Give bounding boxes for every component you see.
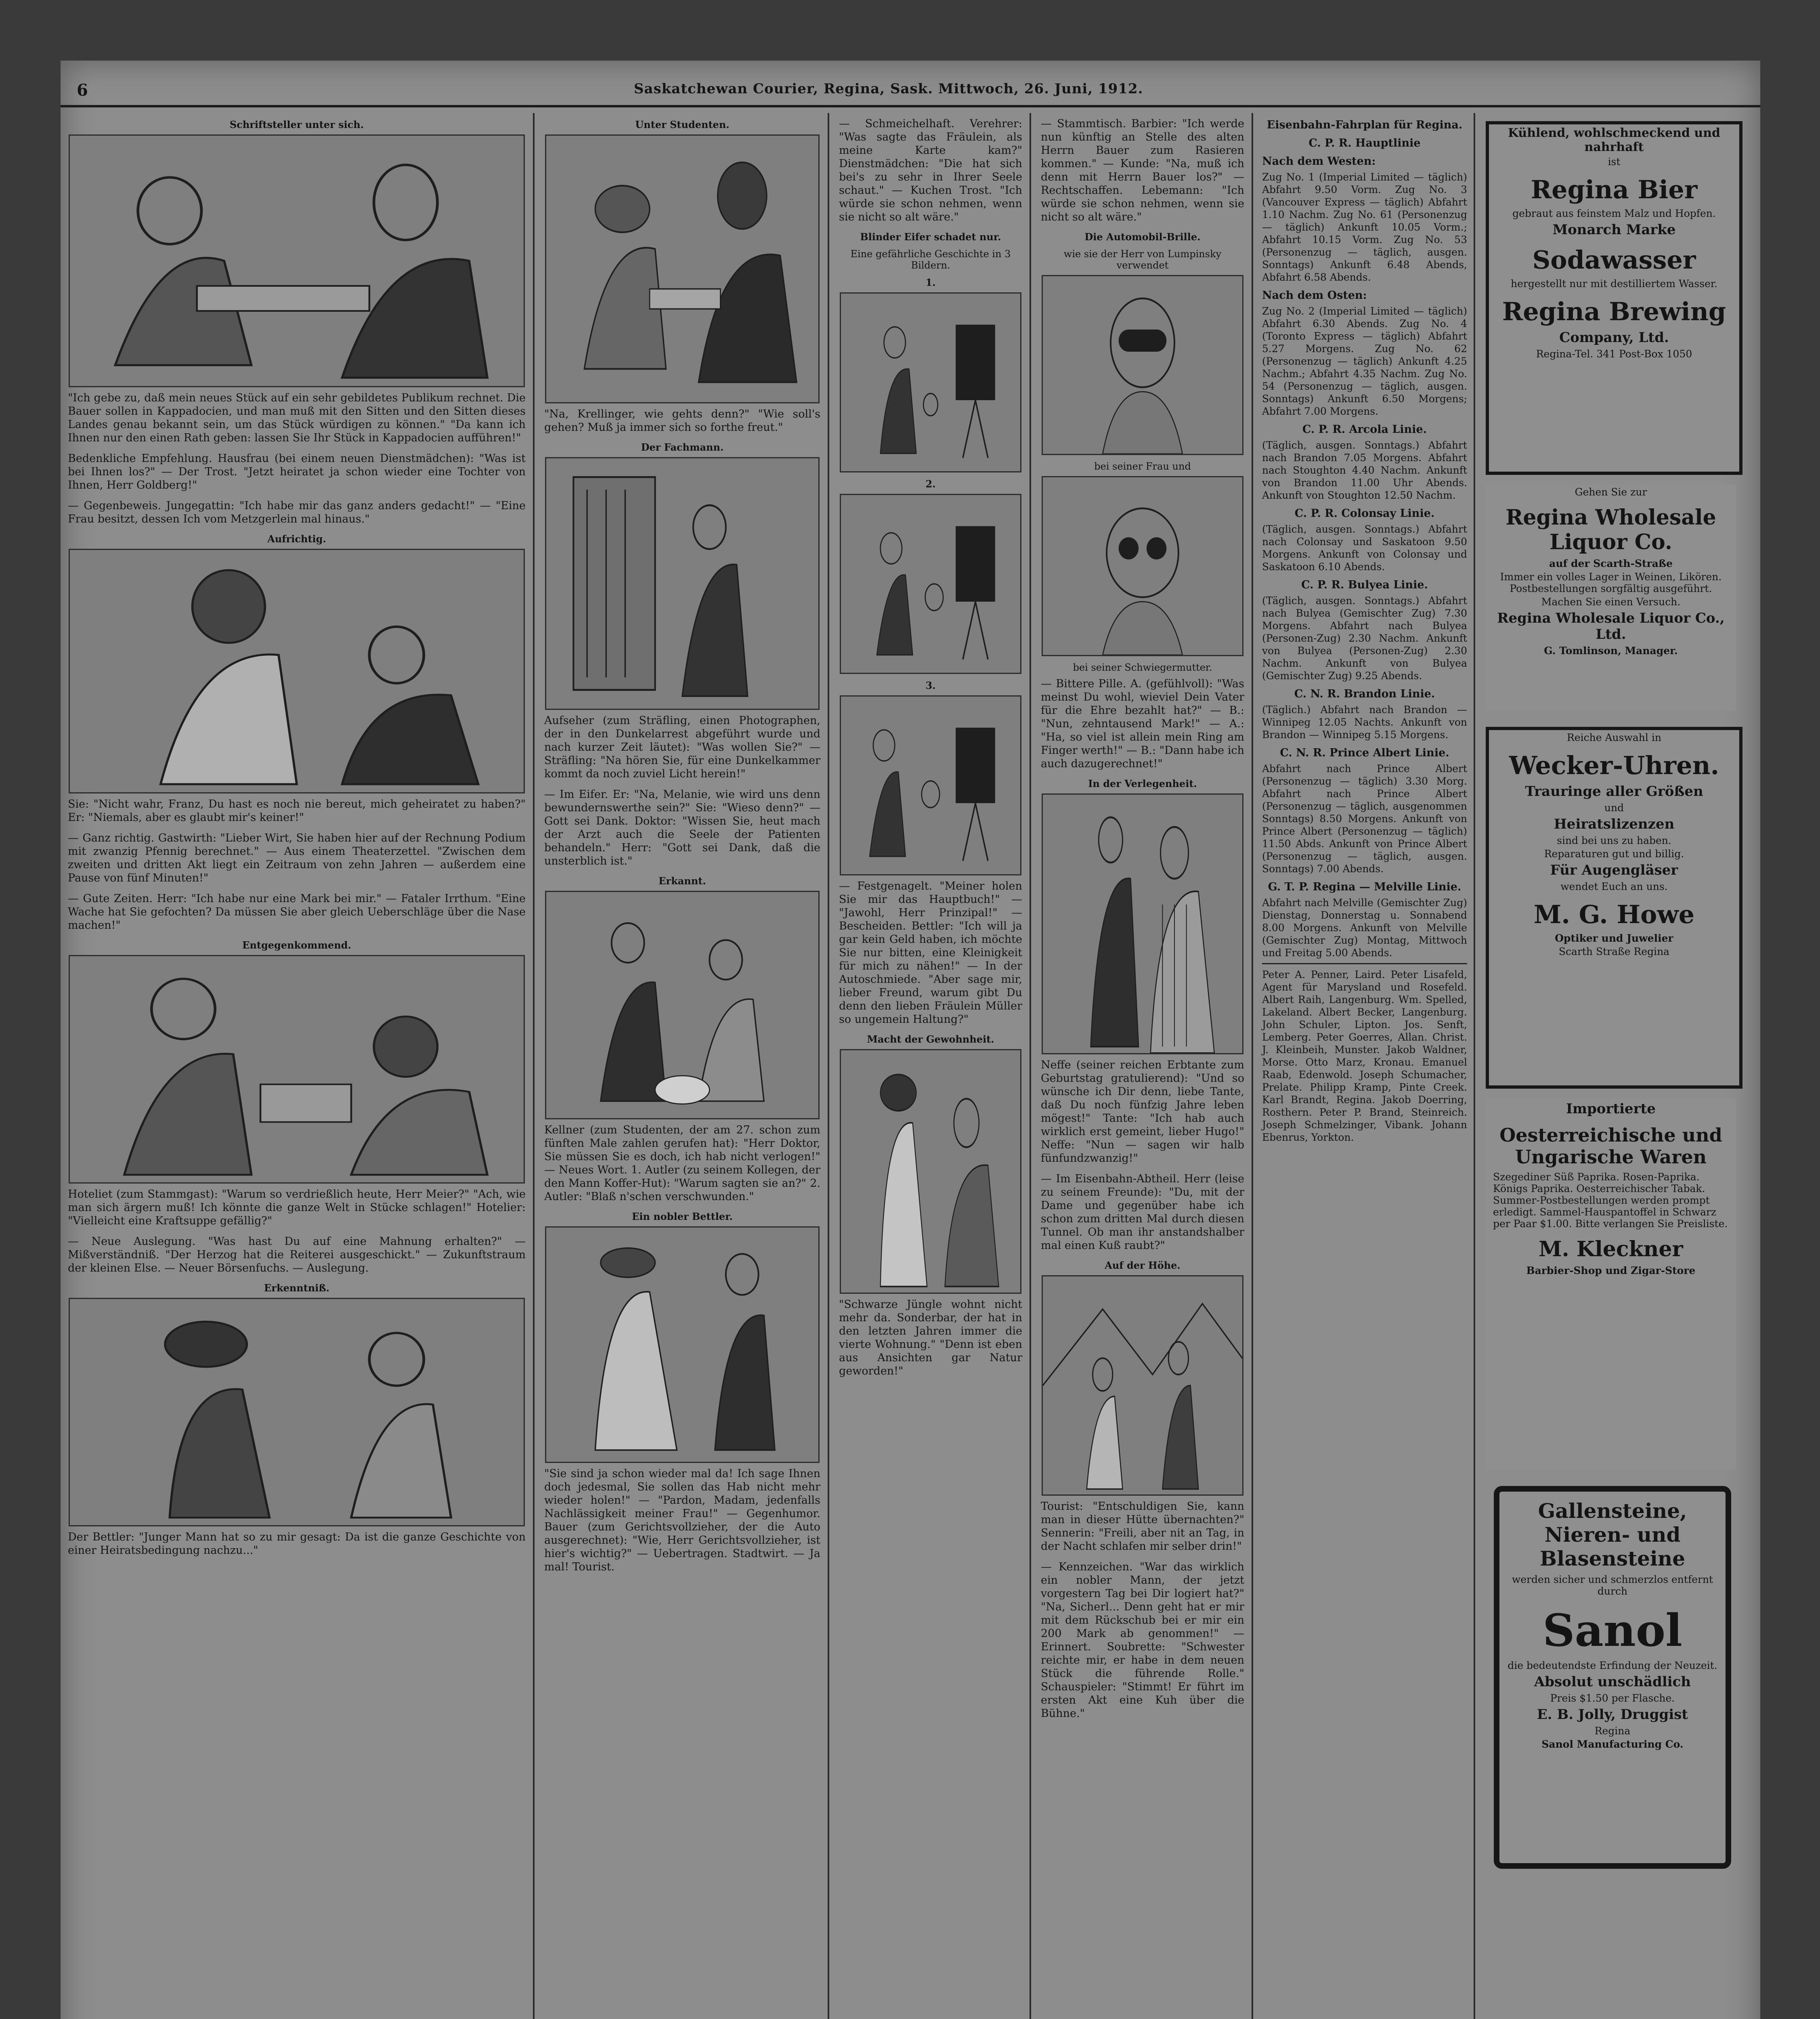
- cartoon-title: Erkenntniß.: [264, 1282, 329, 1294]
- cartoon-caption: "Na, Krellinger, wie gehts denn?" "Wie soll's gehen? Muß ja immer sich so forthe freut.": [544, 408, 820, 434]
- ad-text: Szegediner Süß Paprika. Rosen-Paprika. Königs Paprika. Oesterreichischer Tabak. Summer-Postbestellungen werden prompt erledigt. Sammel-Hauspantoffel in Schwarz per Paar $1.00. Bitte verlangen Sie Preisliste.: [1493, 1171, 1728, 1230]
- ad-headline: M. Kleckner: [1539, 1237, 1683, 1261]
- ad-text: Reparaturen gut und billig.: [1544, 848, 1684, 860]
- ad-headline: Oesterreichische und Ungarische Waren: [1499, 1124, 1722, 1168]
- page-header: [61, 61, 1760, 107]
- ad-text: wendet Euch an uns.: [1560, 881, 1668, 892]
- joke-text: — Ganz richtig. Gastwirth: "Lieber Wirt, Sie haben hier auf der Rechnung Podium mit zwanzig Pfennig berechnet." — Aus einem Theaterzettel. "Zwischen dem zweiten und dritten Akt liegt ein Zeitraum von zehn Jahren — außerdem eine Pause von fünf Minuten!": [68, 832, 526, 884]
- page-number: 6: [77, 81, 88, 100]
- cartoon-illustration: [545, 134, 820, 403]
- ad-text: die bedeutendste Erfindung der Neuzeit.: [1508, 1660, 1717, 1671]
- ad-headline: Regina Brewing: [1502, 297, 1726, 326]
- schedule-text: Zug No. 1 (Imperial Limited — täglich) Abfahrt 9.50 Vorm. Zug No. 3 (Vancouver Express — täglich) Abfahrt 1.10 Nachm. Zug No. 61 (Personenzug — täglich) Ankunft 10.05 Vorm.; Abfahrt 10.15 Vorm. Zug No. 53 (Personenzug — täglich, ausgen. Sonntags) Ankunft 6.48 Abends, Abfahrt 6.58 Abends.: [1262, 171, 1467, 283]
- ad-text: Machen Sie einen Versuch.: [1541, 596, 1681, 608]
- cartoon-illustration: [69, 955, 525, 1184]
- joke-text: — Festgenagelt. "Meiner holen Sie mir das Hauptbuch!" — "Jawohl, Herr Prinzipal!" — Bescheiden. Bettler: "Ich will ja gar kein Geld haben, ich möchte Sie nur bitten, eine Kleinigkeit für mich zu nähen!" — In der Autoschmiede. "Aber sage mir, lieber Freund, warum gibt Du denn den lieben Fräulein Müller so ungemein Haltung?": [839, 880, 1022, 1026]
- joke-text: — Stammtisch. Barbier: "Ich werde nun künftig an Stelle des alten Herrn Bauer zum Rasieren kommen." — Kunde: "Na, muß ich denn mit Herrn Bauer los?" — Rechtschaffen. Lebemann: "Ich würde sie schon nehmen, wenn sie nicht so alt wäre.": [1041, 118, 1244, 223]
- cartoon-illustration: [545, 457, 820, 710]
- cartoon-title: Schriftsteller unter sich.: [229, 119, 364, 130]
- ad-text: Gehen Sie zur: [1575, 486, 1647, 498]
- railway-line-heading: C. P. R. Hauptlinie: [1308, 137, 1421, 149]
- railway-line-heading: C. P. R. Arcola Linie.: [1302, 423, 1427, 436]
- schedule-text: (Täglich.) Abfahrt nach Brandon — Winnipeg 12.05 Nachts. Ankunft von Brandon — Winnipeg 5.15 Morgens.: [1262, 704, 1467, 741]
- railway-line-heading: G. T. P. Regina — Melville Linie.: [1268, 881, 1461, 893]
- cartoon-caption: "Ich gebe zu, daß mein neues Stück auf ein sehr gebildetes Publikum rechnet. Die Bauer sollen in Kappadocien, und man muß mit den Sitten und den Sitten dieses Landes genau bekannt sein, um das Stück würdigen zu können." "Da kann ich Ihnen nur den einen Rath geben: lassen Sie Ihr Stück in Kappadocien aufführen!": [68, 392, 526, 444]
- cartoon-title: Blinder Eifer schadet nur.: [860, 231, 1001, 243]
- cartoon-caption: Hoteliet (zum Stammgast): "Warum so verdrießlich heute, Herr Meier?" "Ach, wie man sich ärgern muß! Ich könnte die ganze Welt in Stücke schlagen!" Hotelier: "Vielleicht eine Kraftsuppe gefällig?": [68, 1188, 526, 1227]
- column-2: [537, 113, 829, 2019]
- cartoon-illustration: [840, 292, 1021, 472]
- cartoon-title: Unter Studenten.: [635, 119, 730, 130]
- ad-text: gebraut aus feinstem Malz und Hopfen.: [1512, 208, 1716, 219]
- ad-text: Barbier-Shop und Zigar-Store: [1526, 1265, 1696, 1276]
- ad-headline: Sanol: [1543, 1604, 1682, 1656]
- ad-headline: Regina Wholesale Liquor Co.: [1505, 505, 1716, 554]
- column-1: [61, 113, 535, 2019]
- ad-text: werden sicher und schmerzlos entfernt durch: [1512, 1574, 1713, 1597]
- schedule-text: Abfahrt nach Melville (Gemischter Zug) Dienstag, Donnerstag u. Sonnabend 8.00 Morgens. Ankunft von Melville (Gemischter Zug) Montag, Mittwoch und Freitag 5.00 Abends.: [1262, 897, 1467, 959]
- liquor-co-ad: [1486, 485, 1736, 711]
- cartoon-title: Auf der Höhe.: [1105, 1259, 1180, 1271]
- cartoon-caption: Kellner (zum Studenten, der am 27. schon zum fünften Male zahlen gerufen hat): "Herr Doktor, Sie müssen Sie es doch, ich hab nicht verlogen!" — Neues Wort. 1. Autler (zu seinem Kollegen, der den Mann Koffer-Hut): "Warum sagten sie an?" 2. Autler: "Blaß n'schen verschwunden.": [544, 1124, 820, 1203]
- ad-text: ist: [1608, 156, 1621, 168]
- cartoon-title: In der Verlegenheit.: [1088, 778, 1197, 789]
- cartoon-title: Die Automobil-Brille.: [1084, 231, 1201, 243]
- joke-text: Bedenkliche Empfehlung. Hausfrau (bei einem neuen Dienstmädchen): "Was ist bei Ihnen los?" — Der Trost. "Jetzt heiratet ja schon wieder eine Tochter von Ihnen, Herr Goldberg!": [68, 452, 526, 491]
- cartoon-caption: "Schwarze Jüngle wohnt nicht mehr da. Sonderbar, der hat in den letzten Jahren immer die vierte Wohnung." "Denn ist eben aus Ansichten gar Natur geworden!": [839, 1298, 1022, 1377]
- cartoon-subtitle: Eine gefährliche Geschichte in 3 Bildern.: [850, 248, 1011, 271]
- ad-subheadline: Für Augengläser: [1550, 862, 1678, 878]
- cartoon-title: Entgegenkommend.: [242, 939, 351, 951]
- agents-places-list: Peter A. Penner, Laird. Peter Lisafeld, Agent für Marysland und Rosefeld. Albert Raih, Langenburg. Wm. Spelled, Lakeland. Albert Becker, Langenburg. John Schuler, Lipton. Jos. Senft, Lemberg. Peter Goerres, Allan. Christ. J. Kleinbeih, Munster. Jakob Waldner, Morse. Otto Marz, Kronau. Emanuel Raab, Edenwold. Joseph Schumacher, Prelate. Philipp Kramp, Pinte Creek. Karl Brandt, Regina. Jakob Doerring, Rosthern. Peter P. Brand, Steinreich. Joseph Schmelzinger, Vibank. Johann Ebenrus, Yorkton.: [1262, 963, 1467, 1144]
- ad-text: hergestellt nur mit destilliertem Wasser.: [1510, 278, 1718, 290]
- cartoon-illustration: [69, 1298, 525, 1526]
- ads-column: [1478, 113, 1760, 2019]
- panel-number: 1.: [925, 277, 936, 288]
- cartoon-caption: Aufseher (zum Sträfling, einen Photographen, der in den Dunkelarrest abgeführt wurde und nach kurzer Zeit läutet): "Was wollen Sie?" — Sträfling: "Na hören Sie, für eine Dunkelkammer kommt da noch zuviel Licht herein!": [544, 714, 820, 780]
- ad-headline: Sodawasser: [1532, 245, 1696, 275]
- sanol-ad: [1494, 1486, 1731, 1869]
- cartoon-illustration: [840, 494, 1021, 674]
- column-4: [1034, 113, 1253, 2019]
- ad-subheadline: Monarch Marke: [1552, 222, 1676, 238]
- cartoon-caption: Der Bettler: "Junger Mann hat so zu mir gesagt: Da ist die ganze Geschichte von einer Heiratsbedingung nachzu...": [68, 1531, 526, 1557]
- joke-text: — Im Eisenbahn-Abtheil. Herr (leise zu seinem Freunde): "Du, mit der Dame und gegenüber habe ich schon zum dritten Mal durch diesen Tunnel. Ob man ihr anstandshalber mal einen Kuß raubt?": [1041, 1173, 1244, 1252]
- joke-text: — Gute Zeiten. Herr: "Ich habe nur eine Mark bei mir." — Fataler Irrthum. "Eine Wache hat Sie gefochten? Da müssen Sie aber gleich Ueberschläge über die Nase machen!": [68, 892, 526, 932]
- ad-headline: M. G. Howe: [1533, 900, 1695, 929]
- ad-text: Regina: [1594, 1725, 1631, 1737]
- cartoon-title: Aufrichtig.: [267, 533, 326, 545]
- cartoon-title: Erkannt.: [658, 875, 706, 887]
- ad-subheadline: Absolut unschädlich: [1534, 1674, 1691, 1690]
- panel-number: 3.: [925, 680, 936, 691]
- ad-text: Reiche Auswahl in: [1567, 732, 1661, 743]
- schedule-text: (Täglich, ausgen. Sonntags.) Abfahrt nach Bulyea (Gemischter Zug) 7.30 Morgens. Abfahrt nach Bulyea (Personen-Zug) 2.30 Nachm. Ankunft von Bulyea (Personen-Zug) 2.30 Nachm. Ankunft von Bulyea (Gemischter Zug) 9.25 Abends.: [1262, 595, 1467, 682]
- ad-text: Scarth Straße Regina: [1558, 946, 1670, 957]
- cartoon-illustration: [69, 134, 525, 387]
- cartoon-illustration: [1042, 275, 1243, 455]
- ad-text: G. Tomlinson, Manager.: [1544, 645, 1678, 657]
- cartoon-title: Der Fachmann.: [641, 441, 724, 453]
- ad-headline: Wecker-Uhren.: [1509, 751, 1719, 780]
- imported-goods-ad: [1486, 1098, 1736, 1470]
- cartoon-illustration: [840, 1049, 1021, 1294]
- cartoon-illustration: [1042, 1275, 1243, 1496]
- panel-number: 2.: [925, 478, 936, 490]
- column-3: [832, 113, 1031, 2019]
- ad-text: auf der Scarth-Straße: [1549, 558, 1673, 569]
- joke-text: — Schmeichelhaft. Verehrer: "Was sagte das Fräulein, als meine Karte kam?" Dienstmädchen: "Die hat sich bei's zu sehr in Ihrer Seele schaut." — Kuchen Trost. "Ich würde sie schon nehmen, wenn sie nicht so alt wäre.": [839, 118, 1022, 223]
- ad-subheadline: Regina Wholesale Liquor Co., Ltd.: [1497, 610, 1725, 642]
- cartoon-caption: "Sie sind ja schon wieder mal da! Ich sage Ihnen doch jedesmal, Sie sollen das Hab nicht mehr wieder holen!" — "Pardon, Madam, jedenfalls Nachlässigkeit meiner Frau!" — Gegenhumor. Bauer (zum Gerichtsvollzieher, der die Auto ausgerechnet): "Wie, Herr Gerichtsvollzieher, ist hier's wichtig?" — Uebertragen. Stadtwirt. — Ja mal! Tourist.: [544, 1467, 820, 1573]
- schedule-text: Zug No. 2 (Imperial Limited — täglich) Abfahrt 6.30 Abends. Zug No. 4 (Toronto Express — täglich) Abfahrt 5.27 Morgens. Zug No. 62 (Personenzug — täglich) Ankunft 4.25 Nachm.; Abfahrt 4.35 Nachm. Zug No. 54 (Personenzug — täglich, ausgen. Sonntags) Ankunft 6.50 Morgens; Abfahrt 7.00 Morgens.: [1262, 305, 1467, 417]
- cartoon-illustration: [69, 549, 525, 793]
- regina-bier-ad: [1486, 121, 1742, 475]
- schedule-title: Eisenbahn-Fahrplan für Regina.: [1266, 119, 1463, 131]
- joke-text: — Bittere Pille. A. (gefühlvoll): "Was meinst Du wohl, wieviel Dein Vater für die Ehre bezahlt hat?" — B.: "Nun, zehntausend Mark!" — A.: "Ha, so viel ist allein mein Ring am Finger werth!" — B.: "Dann habe ich auch dazugerechnet!": [1041, 678, 1244, 770]
- cartoon-illustration: [545, 1226, 820, 1463]
- masthead: Saskatchewan Courier, Regina, Sask. Mittwoch, 26. Juni, 1912.: [634, 81, 1143, 97]
- cartoon-illustration: [545, 891, 820, 1119]
- jeweler-ad: [1486, 727, 1742, 1089]
- ad-subheadline: Company, Ltd.: [1559, 330, 1669, 346]
- cartoon-subtitle: wie sie der Herr von Lumpinsky verwendet: [1063, 248, 1222, 271]
- cartoon-illustration: [1042, 793, 1243, 1054]
- ad-text: Kühlend, wohlschmeckend und nahrhaft: [1508, 126, 1720, 154]
- ad-headline: Regina Bier: [1531, 175, 1698, 204]
- cartoon-illustration: [1042, 476, 1243, 656]
- ad-text: Sanol Manufacturing Co.: [1541, 1738, 1684, 1750]
- ad-text: Optiker und Juwelier: [1555, 932, 1673, 944]
- ad-text: und: [1604, 802, 1624, 814]
- railway-line-heading: C. N. R. Brandon Linie.: [1294, 688, 1435, 700]
- cartoon-title: Ein nobler Bettler.: [632, 1211, 733, 1222]
- cartoon-caption: bei seiner Frau und: [1094, 461, 1191, 472]
- cartoon-caption: Sie: "Nicht wahr, Franz, Du hast es noch nie bereut, mich geheiratet zu haben?" Er: "Niemals, aber es glaubt mir's keiner!": [68, 798, 526, 824]
- ad-subheadline: Importierte: [1566, 1101, 1656, 1117]
- joke-text: — Kennzeichen. "War das wirklich ein nobler Mann, der jetzt vorgestern Tag bei Dir logiert hat?" "Na, Sicherl... Denn geht hat er mir mit dem Rückschub bei er mir ein 200 Mark ab genommen!" — Erinnert. Soubrette: "Schwester reichte mir, er habe in dem neuen Stück die führende Rolle." Schauspieler: "Stimmt! Er führt im ersten Akt eine Kuh über die Bühne.": [1041, 1561, 1244, 1720]
- railway-line-heading: C. P. R. Colonsay Linie.: [1294, 507, 1435, 520]
- ad-text: sind bei uns zu haben.: [1557, 835, 1671, 846]
- cartoon-caption: Neffe (seiner reichen Erbtante zum Geburtstag gratulierend): "Und so wünsche ich Dir denn, liebe Tante, daß Du noch fünfzig Jahre leben mögest!" Tante: "Ich hab auch wirklich erst gemeint, lieber Hugo!" Neffe: "Nun — sagen wir halb fünfundzwanzig!": [1041, 1059, 1244, 1165]
- ad-text: Immer ein volles Lager in Weinen, Likören. Postbestellungen sorgfältig ausgeführt.: [1500, 571, 1722, 594]
- ad-subheadline: Trauringe aller Größen: [1525, 783, 1703, 800]
- direction-heading: Nach dem Osten:: [1262, 289, 1367, 302]
- joke-text: — Gegenbeweis. Jungegattin: "Ich habe mir das ganz anders gedacht!" — "Eine Frau besitzt, dessen Ich vom Metzgerlein mal hinaus.": [68, 500, 526, 525]
- newspaper-page: [61, 61, 1760, 2019]
- ad-headline: Gallensteine, Nieren- und Blasensteine: [1538, 1499, 1687, 1570]
- railway-line-heading: C. P. R. Bulyea Linie.: [1301, 579, 1428, 591]
- ad-text: Preis $1.50 per Flasche.: [1550, 1692, 1675, 1704]
- direction-heading: Nach dem Westen:: [1262, 155, 1376, 168]
- schedule-text: (Täglich, ausgen. Sonntags.) Abfahrt nach Colonsay und Saskatoon 9.50 Morgens. Ankunft von Colonsay und Saskatoon 6.10 Abends.: [1262, 523, 1467, 573]
- joke-text: — Im Eifer. Er: "Na, Melanie, wie wird uns denn bewundernswerthe sein?" Sie: "Wieso denn?" — Gott sei Dank. Doktor: "Wissen Sie, heut mach der Arzt auch die Seele der Patienten behandeln." Herr: "Gott sei Dank, daß die unsterblich ist.": [544, 788, 820, 867]
- railway-line-heading: C. N. R. Prince Albert Linie.: [1280, 747, 1449, 759]
- schedule-text: Abfahrt nach Prince Albert (Personenzug — täglich) 3.30 Morg. Abfahrt nach Prince Albert (Personenzug — täglich, ausgenommen Sonntags) 8.50 Morgens. Ankunft von Prince Albert (Personenzug — täglich) 11.50 Abds. Ankunft von Prince Albert (Personenzug — täglich, ausgen. Sonntags) 7.00 Abends.: [1262, 763, 1467, 875]
- ad-text: Regina-Tel. 341 Post-Box 1050: [1536, 348, 1692, 360]
- cartoon-caption: bei seiner Schwiegermutter.: [1073, 662, 1212, 673]
- ad-subheadline: Heiratslizenzen: [1554, 816, 1675, 832]
- ad-subheadline: E. B. Jolly, Druggist: [1537, 1706, 1688, 1723]
- joke-text: — Neue Auslegung. "Was hast Du auf eine Mahnung erhalten?" — Mißverständniß. "Der Herzog hat die Reiterei ausgeschickt." — Zukunftstraum der kleinen Else. — Neuer Börsenfuchs. — Auslegung.: [68, 1235, 526, 1274]
- schedule-text: (Täglich, ausgen. Sonntags.) Abfahrt nach Brandon 7.05 Morgens. Abfahrt nach Stoughton 4.40 Nachm. Ankunft von Brandon 11.00 Uhr Abends. Ankunft von Stoughton 12.50 Nachm.: [1262, 439, 1467, 501]
- train-schedule-column: [1256, 113, 1475, 2019]
- cartoon-caption: Tourist: "Entschuldigen Sie, kann man in dieser Hütte übernachten?" Sennerin: "Freili, aber nit an Tag, in der Nacht schlafen mir selber drin!": [1041, 1500, 1244, 1553]
- cartoon-title: Macht der Gewohnheit.: [867, 1033, 994, 1045]
- cartoon-illustration: [840, 695, 1021, 875]
